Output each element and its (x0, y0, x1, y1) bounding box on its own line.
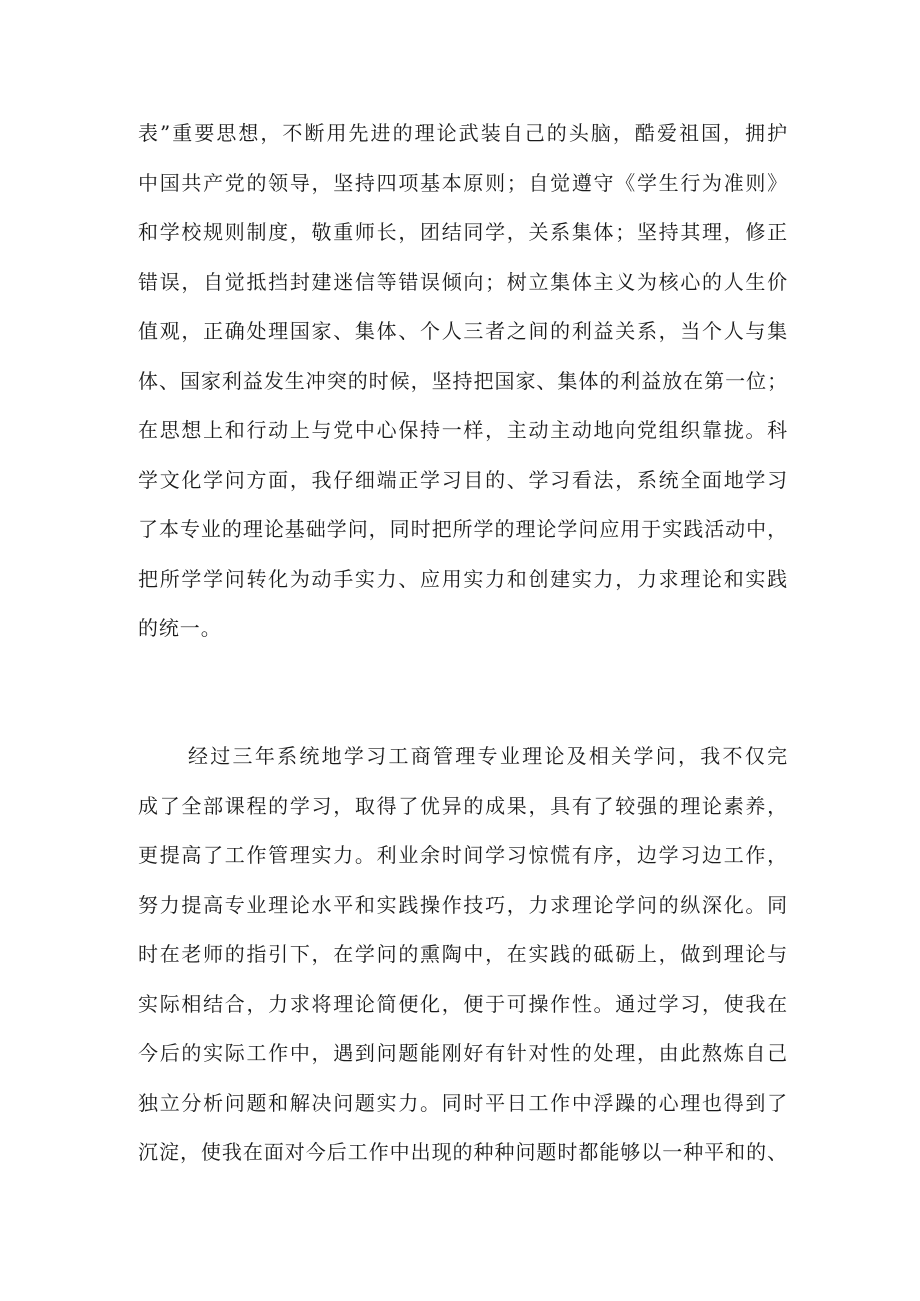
text-line: 学文化学问方面，我仔细端正学习目的、学习看法，系统全面地学习 (138, 467, 788, 492)
text-line: 沉淀，使我在面对今后工作中出现的种种问题时都能够以一种平和的、 (138, 1140, 788, 1164)
text-line: 值观，正确处理国家、集体、个人三者之间的利益关系，当个人与集 (138, 319, 788, 343)
text-line: 今后的实际工作中，遇到问题能刚好有针对性的处理，由此熬炼自己 (138, 1041, 788, 1065)
text-line: 和学校规则制度，敬重师长，团结同学，关系集体；坚持其理，修正 (138, 220, 788, 244)
text-line: 实际相结合，力求将理论简便化，便于可操作性。通过学习，使我在 (138, 991, 788, 1016)
text-line: 的统一。 (138, 616, 222, 640)
text-line: 把所学学问转化为动手实力、应用实力和创建实力，力求理论和实践 (138, 566, 788, 591)
text-line: 错误，自觉抵挡封建迷信等错误倾向；树立集体主义为核心的人生价 (138, 269, 788, 294)
text-line: 了本专业的理论基础学问，同时把所学的理论学问应用于实践活动中， (138, 517, 788, 541)
paragraph-1 (138, 109, 788, 654)
paragraph-2 (138, 732, 788, 1178)
text-line: 体、国家利益发生冲突的时候，坚持把国家、集体的利益放在第一位； (138, 368, 788, 393)
text-line: 成了全部课程的学习，取得了优异的成果，具有了较强的理论素养， (138, 793, 788, 818)
text-line: 独立分析问题和解决问题实力。同时平日工作中浮躁的心理也得到了 (138, 1090, 788, 1115)
text-line: 更提高了工作管理实力。利业余时间学习惊慌有序，边学习边工作， (138, 843, 788, 867)
text-line: 在思想上和行动上与党中心保持一样，主动主动地向党组织靠拢。科 (138, 418, 788, 442)
text-line: 表”重要思想，不断用先进的理论武装自己的头脑，酷爱祖国，拥护 (138, 121, 788, 145)
text-line: 中国共产党的领导，坚持四项基本原则；自觉遵守《学生行为准则》 (138, 170, 788, 195)
text-line: 努力提高专业理论水平和实践操作技巧，力求理论学问的纵深化。同 (138, 892, 788, 917)
text-line: 时在老师的指引下，在学问的熏陶中，在实践的砥砺上，做到理论与 (138, 942, 788, 966)
text-line: 经过三年系统地学习工商管理专业理论及相关学问，我不仅完 (188, 744, 788, 768)
